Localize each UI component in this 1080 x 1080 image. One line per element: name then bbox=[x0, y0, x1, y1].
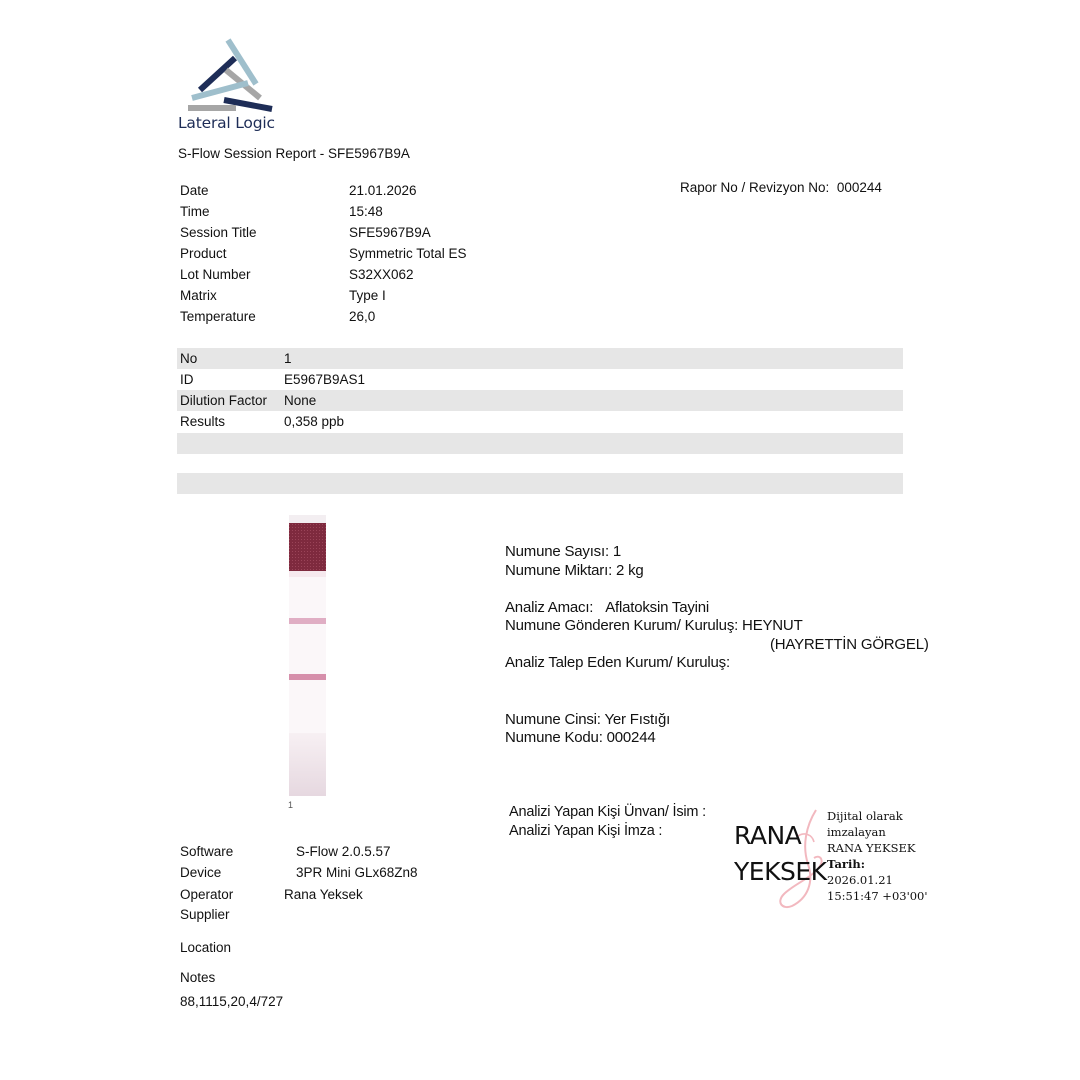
analizi-yapan-unvan: Analizi Yapan Kişi Ünvan/ İsim : bbox=[509, 804, 706, 820]
session-label: Product bbox=[180, 246, 227, 261]
session-row-date bbox=[180, 180, 467, 201]
signature-name bbox=[734, 818, 827, 890]
session-label: Matrix bbox=[180, 288, 217, 303]
operator-label: Operator bbox=[180, 887, 234, 902]
session-row-time bbox=[180, 201, 467, 222]
session-row-product bbox=[180, 243, 467, 264]
sample-row-results bbox=[177, 411, 903, 432]
notes-label: Notes bbox=[180, 970, 216, 985]
session-value: S32XX062 bbox=[349, 267, 414, 282]
session-label: Time bbox=[180, 204, 210, 219]
session-value: 21.01.2026 bbox=[349, 183, 417, 198]
sample-row-id bbox=[177, 369, 903, 390]
numune-gonderen-sub: (HAYRETTİN GÖRGEL) bbox=[770, 636, 929, 653]
rapor-value: 000244 bbox=[836, 180, 882, 195]
numune-sayisi: Numune Sayısı: 1 bbox=[505, 543, 622, 560]
signature-meta-line: 2026.01.21 bbox=[827, 873, 893, 887]
signature-meta bbox=[827, 808, 928, 904]
sample-label: Dilution Factor bbox=[180, 393, 268, 408]
session-row-matrix bbox=[180, 285, 467, 306]
analiz-amaci-label: Analiz Amacı: bbox=[505, 599, 594, 616]
supplier-label: Supplier bbox=[180, 907, 230, 922]
signature-meta-line: Tarih: bbox=[827, 857, 865, 871]
signature-meta-line: Dijital olarak bbox=[827, 809, 903, 823]
device-label: Device bbox=[180, 865, 222, 880]
session-row-lot bbox=[180, 264, 467, 285]
software-label: Software bbox=[180, 844, 234, 859]
numune-gonderen: Numune Gönderen Kurum/ Kuruluş: HEYNUT bbox=[505, 617, 803, 634]
sample-table bbox=[177, 348, 903, 432]
analizi-yapan-imza: Analizi Yapan Kişi İmza : bbox=[509, 823, 663, 839]
rapor-number bbox=[680, 180, 882, 195]
session-row-temperature bbox=[180, 306, 467, 327]
session-value: SFE5967B9A bbox=[349, 225, 431, 240]
operator-value: Rana Yeksek bbox=[284, 887, 363, 902]
numune-cinsi: Numune Cinsi: Yer Fıstığı bbox=[505, 711, 671, 728]
sample-label: ID bbox=[180, 372, 194, 387]
sample-value: 0,358 ppb bbox=[284, 414, 345, 429]
blank-row bbox=[177, 473, 903, 494]
sample-value: E5967B9AS1 bbox=[284, 372, 366, 387]
session-value: 15:48 bbox=[349, 204, 383, 219]
strip-caption: 1 bbox=[288, 800, 294, 810]
session-label: Lot Number bbox=[180, 267, 251, 282]
test-strip-image bbox=[289, 515, 326, 796]
sample-label: Results bbox=[180, 414, 226, 429]
signature-name-line2: YEKSEK bbox=[734, 857, 827, 886]
analiz-amaci-value: Aflatoksin Tayini bbox=[605, 599, 710, 616]
logo-text: Lateral Logic bbox=[178, 114, 275, 132]
signature-meta-line: RANA YEKSEK bbox=[827, 841, 916, 855]
report-title: S-Flow Session Report - SFE5967B9A bbox=[178, 146, 410, 161]
software-value: S-Flow 2.0.5.57 bbox=[296, 844, 391, 859]
rapor-label: Rapor No / Revizyon No: bbox=[680, 180, 830, 195]
sample-label: No bbox=[180, 351, 198, 366]
numune-kodu: Numune Kodu: 000244 bbox=[505, 729, 656, 746]
sample-value: 1 bbox=[284, 351, 292, 366]
signature-meta-line: 15:51:47 +03'00' bbox=[827, 889, 928, 903]
session-value: 26,0 bbox=[349, 309, 376, 324]
session-value: Type I bbox=[349, 288, 386, 303]
analiz-amaci bbox=[505, 599, 709, 617]
session-label: Date bbox=[180, 183, 209, 198]
signature-name-line1: RANA bbox=[734, 821, 802, 850]
notes-value: 88,1115,20,4/727 bbox=[180, 994, 284, 1009]
sample-value: None bbox=[284, 393, 317, 408]
session-info-table bbox=[180, 180, 467, 327]
location-label: Location bbox=[180, 940, 232, 955]
sample-row-dilution bbox=[177, 390, 903, 411]
analiz-talep: Analiz Talep Eden Kurum/ Kuruluş: bbox=[505, 654, 730, 671]
sample-row-no bbox=[177, 348, 903, 369]
numune-miktari: Numune Miktarı: 2 kg bbox=[505, 562, 644, 579]
session-label: Temperature bbox=[180, 309, 256, 324]
session-label: Session Title bbox=[180, 225, 257, 240]
blank-row bbox=[177, 433, 903, 454]
session-row-title bbox=[180, 222, 467, 243]
device-value: 3PR Mini GLx68Zn8 bbox=[296, 865, 418, 880]
session-value: Symmetric Total ES bbox=[349, 246, 467, 261]
signature-meta-line: imzalayan bbox=[827, 825, 886, 839]
